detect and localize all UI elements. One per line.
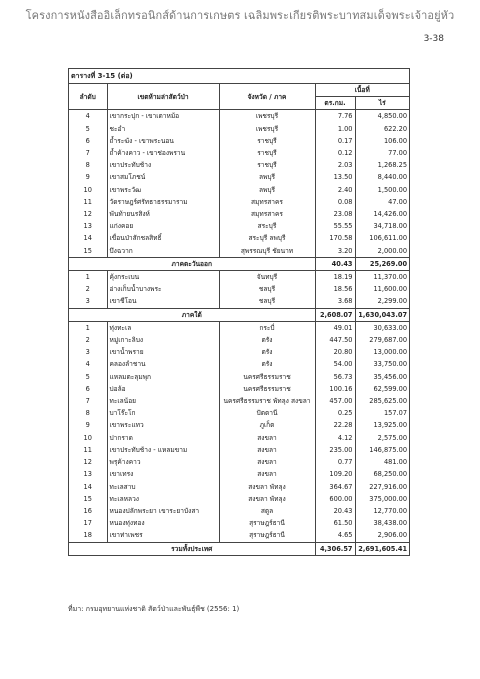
table-row <box>69 220 409 232</box>
table-row <box>69 110 409 123</box>
row-sqkm: 18.56 <box>315 283 355 295</box>
row-area-name: แหลมตะลุมพุก <box>107 371 219 383</box>
row-sqkm: 170.58 <box>315 232 355 244</box>
row-area-name: ปากราด <box>107 432 219 444</box>
row-order: 12 <box>69 208 107 220</box>
row-area-name: ถ้ำระฆัง - เขาพระนอน <box>107 135 219 147</box>
table-row <box>69 407 409 419</box>
header-area: เนื้อที่ <box>315 84 409 97</box>
row-area-name: หนองทุ่งทอง <box>107 517 219 529</box>
table-row <box>69 505 409 517</box>
row-rai: 2,299.00 <box>377 297 408 306</box>
row-province: ราชบุรี <box>219 159 315 171</box>
row-province: สงขลา พัทลุง <box>219 481 315 493</box>
row-order: 5 <box>69 371 107 383</box>
row-rai: 13,925.00 <box>373 421 408 430</box>
row-rai: 30,633.00 <box>373 323 408 332</box>
table-row <box>69 468 409 480</box>
row-order: 3 <box>69 295 107 308</box>
row-sqkm: 3.68 <box>315 295 355 308</box>
row-rai: 11,600.00 <box>373 285 408 294</box>
row-area-name: พรุค้างคาว <box>107 456 219 468</box>
row-area-name: คลองลำชาน <box>107 358 219 370</box>
row-sqkm: 54.00 <box>315 358 355 370</box>
row-area-name: เขาชีโอน <box>107 295 219 308</box>
row-sqkm: 4.12 <box>315 432 355 444</box>
header-province: จังหวัด / ภาค <box>219 84 315 110</box>
row-sqkm: 13.50 <box>315 171 355 183</box>
row-sqkm: 20.43 <box>315 505 355 517</box>
row-province: ภูเก็ต <box>219 419 315 431</box>
row-area-name: หมู่เกาะลิบง <box>107 334 219 346</box>
row-order: 3 <box>69 346 107 358</box>
row-province: สมุทรสาคร <box>219 196 315 208</box>
row-rai: 38,438.00 <box>373 519 408 528</box>
row-rai: 157.07 <box>383 409 408 418</box>
region-title: ภาคตะวันออก <box>69 257 315 270</box>
row-sqkm: 20.80 <box>315 346 355 358</box>
row-province: กระบี่ <box>219 321 315 334</box>
row-sqkm: 100.16 <box>315 383 355 395</box>
row-rai: 4,850.00 <box>377 112 408 121</box>
row-order: 10 <box>69 184 107 196</box>
row-area-name: เขาพระวัฒ <box>107 184 219 196</box>
row-order: 2 <box>69 283 107 295</box>
row-rai: 11,370.00 <box>373 273 408 282</box>
row-area-name: ทะเลสาบ <box>107 481 219 493</box>
row-province: สุพรรณบุรี ชัยนาท <box>219 245 315 258</box>
row-rai: 8,440.00 <box>377 173 408 182</box>
row-province: ราชบุรี <box>219 147 315 159</box>
row-rai: 62,599.00 <box>373 384 408 393</box>
row-rai: 279,687.00 <box>369 336 408 345</box>
table-row <box>69 147 409 159</box>
table-row <box>69 432 409 444</box>
row-sqkm: 49.01 <box>315 321 355 334</box>
region-title: ภาคใต้ <box>69 308 315 321</box>
row-area-name: แก่งคอย <box>107 220 219 232</box>
row-rai: 35,456.00 <box>373 372 408 381</box>
row-sqkm: 2.03 <box>315 159 355 171</box>
table-row <box>69 517 409 529</box>
row-province: ลพบุรี <box>219 171 315 183</box>
table-row <box>69 283 409 295</box>
row-rai: 481.00 <box>383 458 408 467</box>
row-order: 17 <box>69 517 107 529</box>
row-province: ราชบุรี <box>219 135 315 147</box>
row-rai: 1,268.25 <box>377 161 408 170</box>
row-area-name: พันท้ายนรสิงห์ <box>107 208 219 220</box>
row-order: 4 <box>69 358 107 370</box>
row-order: 11 <box>69 444 107 456</box>
row-sqkm: 2.40 <box>315 184 355 196</box>
row-rai: 375,000.00 <box>369 494 408 503</box>
row-area-name: บ่อล้อ <box>107 383 219 395</box>
row-order: 1 <box>69 271 107 284</box>
row-rai: 622.20 <box>383 124 408 133</box>
table-row <box>69 481 409 493</box>
row-province: สงขลา พัทลุง <box>219 493 315 505</box>
row-area-name: ทะเลน้อย <box>107 395 219 407</box>
row-sqkm: 1.00 <box>315 123 355 135</box>
row-province: สมุทรสาคร <box>219 208 315 220</box>
row-area-name: เขากระปุก - เขาเตาหม้อ <box>107 110 219 123</box>
row-order: 15 <box>69 493 107 505</box>
row-order: 11 <box>69 196 107 208</box>
row-order: 18 <box>69 529 107 542</box>
row-rai: 33,750.00 <box>373 360 408 369</box>
row-province: นครศรีธรรมราช พัทลุง สงขลา <box>219 395 315 407</box>
grand-total-rai: 2,691,605.41 <box>355 542 409 555</box>
table-row <box>69 444 409 456</box>
row-order: 7 <box>69 147 107 159</box>
row-province: ชลบุรี <box>219 283 315 295</box>
table-row <box>69 196 409 208</box>
table-row <box>69 358 409 370</box>
region-subtotal-row <box>69 257 409 270</box>
table-row <box>69 123 409 135</box>
row-order: 1 <box>69 321 107 334</box>
row-sqkm: 7.76 <box>315 110 355 123</box>
row-order: 13 <box>69 468 107 480</box>
grand-total-row <box>69 542 409 555</box>
table-row <box>69 321 409 334</box>
row-rai: 13,000.00 <box>373 348 408 357</box>
row-area-name: ถ้ำค้างคาว - เขาช่องพราน <box>107 147 219 159</box>
table-row <box>69 395 409 407</box>
row-sqkm: 364.67 <box>315 481 355 493</box>
row-province: สุราษฎร์ธานี <box>219 529 315 542</box>
row-area-name: คุ้งกระเบน <box>107 271 219 284</box>
row-province: สระบุรี ลพบุรี <box>219 232 315 244</box>
row-province: นครศรีธรรมราช <box>219 371 315 383</box>
row-area-name: เขาสมโภชน์ <box>107 171 219 183</box>
row-rai: 227,916.00 <box>369 482 408 491</box>
row-province: เพชรบุรี <box>219 110 315 123</box>
header-order: ลำดับ <box>69 84 107 110</box>
row-area-name: เขื่อนป่าสักชลสิทธิ์ <box>107 232 219 244</box>
row-rai: 106,611.00 <box>369 234 408 243</box>
table-row <box>69 171 409 183</box>
row-order: 8 <box>69 407 107 419</box>
row-rai: 12,770.00 <box>373 506 408 515</box>
row-province: นครศรีธรรมราช <box>219 383 315 395</box>
row-sqkm: 457.00 <box>315 395 355 407</box>
row-area-name: เขาท่าเพชร <box>107 529 219 542</box>
table-row <box>69 346 409 358</box>
table-row <box>69 271 409 284</box>
row-province: ชลบุรี <box>219 295 315 308</box>
row-area-name: เขาประทับช้าง - แหลมขาม <box>107 444 219 456</box>
row-order: 6 <box>69 135 107 147</box>
row-rai: 14,426.00 <box>373 210 408 219</box>
row-province: เพชรบุรี <box>219 123 315 135</box>
row-province: จันทบุรี <box>219 271 315 284</box>
row-sqkm: 4.65 <box>315 529 355 542</box>
region-subtotal-row <box>69 308 409 321</box>
table-row <box>69 419 409 431</box>
row-province: สงขลา <box>219 456 315 468</box>
row-sqkm: 0.17 <box>315 135 355 147</box>
running-header: โครงการหนังสืออิเล็กทรอนิกส์ด้านการเกษตร เฉลิมพระเกียรติพระบาทสมเด็จพระเจ้าอยู่หัว <box>25 9 455 22</box>
row-province: สงขลา <box>219 432 315 444</box>
table-row <box>69 232 409 244</box>
row-area-name: เขาน้ำพราย <box>107 346 219 358</box>
row-rai: 68,250.00 <box>373 470 408 479</box>
row-order: 14 <box>69 481 107 493</box>
row-sqkm: 22.28 <box>315 419 355 431</box>
region-total-sqkm: 2,608.07 <box>315 308 355 321</box>
source-note: ที่มา: กรมอุทยานแห่งชาติ สัตว์ป่าและพันธุ์พืช (2556: 1) <box>68 605 240 613</box>
row-rai: 2,906.00 <box>377 531 408 540</box>
grand-total-label: รวมทั้งประเทศ <box>69 542 315 555</box>
table-row <box>69 456 409 468</box>
row-sqkm: 0.25 <box>315 407 355 419</box>
row-sqkm: 0.12 <box>315 147 355 159</box>
row-area-name: อ่างเก็บน้ำบางพระ <box>107 283 219 295</box>
row-rai: 106.00 <box>383 136 408 145</box>
region-total-rai: 1,630,043.07 <box>355 308 409 321</box>
row-sqkm: 0.77 <box>315 456 355 468</box>
row-order: 5 <box>69 123 107 135</box>
table-caption: ตารางที่ 3-15 (ต่อ) <box>69 69 409 84</box>
row-area-name: บึงฉวาก <box>107 245 219 258</box>
row-order: 8 <box>69 159 107 171</box>
header-sqkm: ตร.กม. <box>315 97 355 110</box>
table-row <box>69 493 409 505</box>
row-order: 14 <box>69 232 107 244</box>
row-sqkm: 55.55 <box>315 220 355 232</box>
row-order: 9 <box>69 171 107 183</box>
table-row <box>69 245 409 258</box>
row-order: 2 <box>69 334 107 346</box>
row-sqkm: 56.73 <box>315 371 355 383</box>
table-row <box>69 529 409 542</box>
row-order: 12 <box>69 456 107 468</box>
row-province: สงขลา <box>219 468 315 480</box>
row-area-name: ชะอำ <box>107 123 219 135</box>
row-province: ตรัง <box>219 346 315 358</box>
row-sqkm: 0.08 <box>315 196 355 208</box>
row-province: สตูล <box>219 505 315 517</box>
wildlife-area-table <box>68 68 410 556</box>
row-area-name: วัดราษฎร์ศรัทธาธรรมาราม <box>107 196 219 208</box>
row-area-name: หนองปลักพระยา เขาระยาบังสา <box>107 505 219 517</box>
row-order: 6 <box>69 383 107 395</box>
row-area-name: ทุ่งทะเล <box>107 321 219 334</box>
page-number: 3-38 <box>423 34 444 44</box>
row-order: 7 <box>69 395 107 407</box>
table-row <box>69 295 409 308</box>
row-province: ตรัง <box>219 358 315 370</box>
row-sqkm: 235.00 <box>315 444 355 456</box>
row-rai: 77.00 <box>388 149 408 158</box>
row-rai: 146,875.00 <box>369 445 408 454</box>
row-area-name: บาโร๊ะโก <box>107 407 219 419</box>
row-order: 15 <box>69 245 107 258</box>
header-name: เขตห้ามล่าสัตว์ป่า <box>107 84 219 110</box>
row-sqkm: 23.08 <box>315 208 355 220</box>
row-sqkm: 109.20 <box>315 468 355 480</box>
region-total-rai: 25,269.00 <box>355 257 409 270</box>
row-order: 4 <box>69 110 107 123</box>
table-row <box>69 334 409 346</box>
row-province: สุราษฎร์ธานี <box>219 517 315 529</box>
row-sqkm: 600.00 <box>315 493 355 505</box>
row-rai: 285,625.00 <box>369 397 408 406</box>
row-rai: 2,575.00 <box>377 433 408 442</box>
row-area-name: เขาประทับช้าง <box>107 159 219 171</box>
row-rai: 34,718.00 <box>373 222 408 231</box>
row-sqkm: 447.50 <box>315 334 355 346</box>
row-province: ตรัง <box>219 334 315 346</box>
table-row <box>69 371 409 383</box>
row-rai: 2,000.00 <box>377 246 408 255</box>
row-province: สระบุรี <box>219 220 315 232</box>
row-sqkm: 3.20 <box>315 245 355 258</box>
row-area-name: เขาพระแทว <box>107 419 219 431</box>
row-area-name: เขาเทรง <box>107 468 219 480</box>
table-row <box>69 208 409 220</box>
table-row <box>69 184 409 196</box>
region-total-sqkm: 40.43 <box>315 257 355 270</box>
table-row <box>69 159 409 171</box>
row-area-name: ทะเลหลวง <box>107 493 219 505</box>
table-row <box>69 135 409 147</box>
row-rai: 1,500.00 <box>377 185 408 194</box>
header-rai: ไร่ <box>355 97 409 110</box>
row-order: 9 <box>69 419 107 431</box>
row-sqkm: 18.19 <box>315 271 355 284</box>
row-province: ลพบุรี <box>219 184 315 196</box>
row-order: 16 <box>69 505 107 517</box>
table-row <box>69 383 409 395</box>
row-rai: 47.00 <box>388 197 408 206</box>
row-province: สงขลา <box>219 444 315 456</box>
row-province: ปัตตานี <box>219 407 315 419</box>
row-order: 10 <box>69 432 107 444</box>
row-order: 13 <box>69 220 107 232</box>
grand-total-sqkm: 4,306.57 <box>315 542 355 555</box>
row-sqkm: 61.50 <box>315 517 355 529</box>
